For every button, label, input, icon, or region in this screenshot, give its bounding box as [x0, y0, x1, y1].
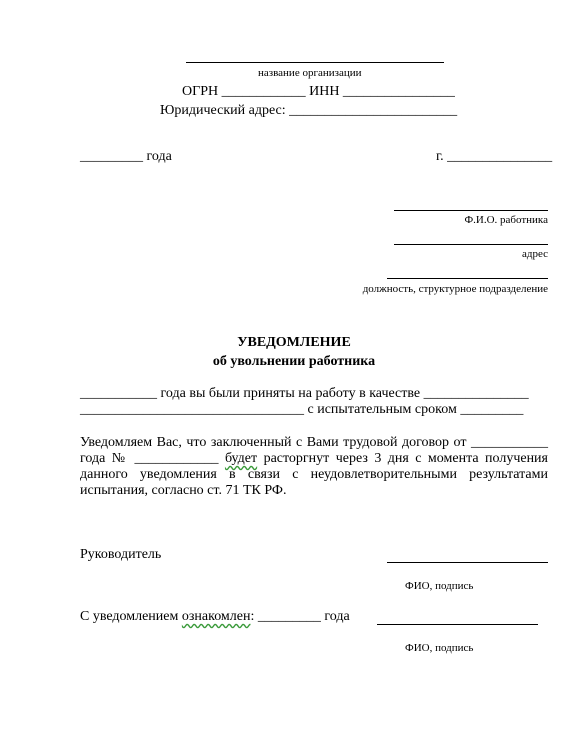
employee-caption: ФИО, подпись — [405, 642, 474, 654]
date-year: _________ года — [80, 149, 172, 164]
document-title: УВЕДОМЛЕНИЕ — [237, 335, 351, 350]
employee-position-label: должность, структурное подразделение — [362, 283, 548, 295]
acknowledged-c: : _________ года — [250, 609, 350, 624]
intro-line-2: ________________________________ с испытательным сроком _________ — [80, 402, 524, 417]
document-subtitle: об увольнении работника — [212, 354, 376, 369]
notice-line-2-c: расторгнут через 3 дня с момента получения — [257, 451, 548, 466]
legal-address-line: Юридический адрес: ________________________ — [160, 103, 458, 118]
notice-line-1: Уведомляем Вас, что заключенный с Вами трудовой договор от ___________ — [80, 435, 548, 450]
notice-line-4: испытания, согласно ст. 71 ТК РФ. — [80, 483, 287, 498]
notice-line-2 — [80, 451, 548, 467]
notice-line-2-b: будет — [224, 451, 258, 466]
date-city: г. _______________ — [436, 149, 553, 164]
employee-address-label: адрес — [521, 248, 548, 260]
acknowledged-a: С уведомлением — [80, 609, 182, 624]
org-name-label: название организации — [258, 67, 362, 79]
notice-line-3: данного уведомления в связи с неудовлетворительными результатами — [80, 467, 548, 482]
employee-fio-line[interactable] — [394, 210, 548, 211]
employee-position-line[interactable] — [387, 278, 548, 279]
manager-signature-line[interactable] — [387, 562, 548, 563]
org-name-line[interactable] — [186, 62, 444, 63]
acknowledged-line — [80, 609, 350, 625]
notice-paragraph — [80, 435, 548, 499]
ogrn-inn-line: ОГРН ____________ ИНН ________________ — [182, 84, 455, 99]
notice-line-2-a: года № ____________ — [80, 451, 225, 466]
acknowledged-b: ознакомлен — [181, 609, 251, 624]
manager-label: Руководитель — [80, 547, 162, 562]
employee-address-line[interactable] — [394, 244, 548, 245]
manager-caption: ФИО, подпись — [405, 580, 474, 592]
employee-fio-label: Ф.И.О. работника — [464, 214, 548, 226]
intro-line-1: ___________ года вы были приняты на работу в качестве _______________ — [80, 386, 529, 401]
employee-signature-line[interactable] — [377, 624, 538, 625]
